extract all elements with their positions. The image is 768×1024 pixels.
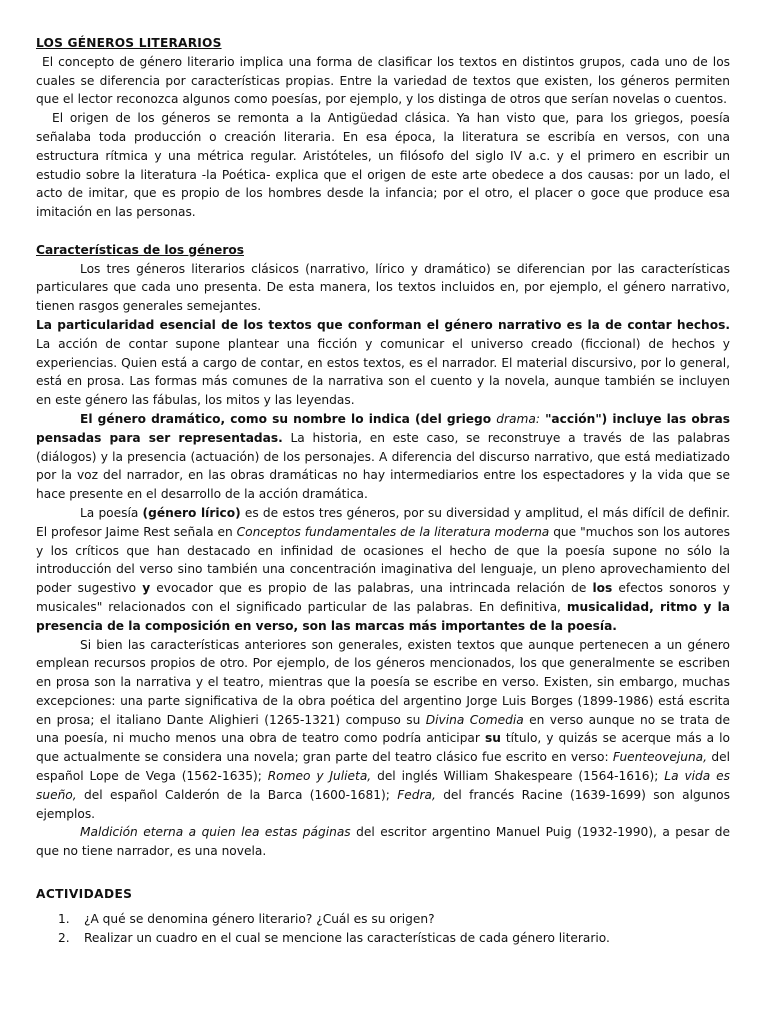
document-body	[36, 34, 730, 947]
section-title: Características de los géneros	[36, 242, 244, 257]
exceptions-text-b: en verso aunque no se trata de una poesía, ni mucho menos una obra de teatro como podría anticipar	[36, 712, 730, 746]
work-divina-comedia: Divina Comedia	[425, 712, 524, 727]
spacer	[36, 861, 730, 885]
work-romeo-y-julieta: Romeo y Julieta,	[267, 769, 372, 784]
poetry-bold-y: y	[142, 581, 151, 596]
exceptions-text-d: del español Lope de Vega (1562-1635);	[36, 750, 730, 784]
document-title: LOS GÉNEROS LITERARIOS	[36, 36, 222, 50]
puig-text: del escritor argentino Manuel Puig (1932-1990), a pesar de que no tiene narrador, es una novela.	[36, 825, 731, 859]
poetry-bold-los: los	[592, 581, 613, 596]
drama-emphasis-1: El género dramático, como su nombre lo indica (del griego	[80, 411, 497, 426]
list-item-text: Realizar un cuadro en el cual se mencione las características de cada género literario.	[84, 930, 610, 945]
drama-text: La historia, en este caso, se reconstruye a través de las palabras (diálogos) y la presencia (actuación) de los personajes. A diferencia del discurso narrativo, que está mediatizado por la voz del narrador, en las obras dramáticas no hay intermediarios entre los espectadores y la vida que se hace presente en el desarrollo de la acción dramática.	[36, 430, 730, 502]
poetry-genre-label: (género lírico)	[142, 505, 241, 520]
work-maldicion-eterna: Maldición eterna a quien lea estas páginas	[80, 825, 351, 840]
poetry-text-a: La poesía	[80, 505, 143, 520]
section-paragraph-3	[36, 410, 730, 504]
section-paragraph-1: Los tres géneros literarios clásicos (narrativo, lírico y dramático) se diferencian por las características particulares que cada uno presenta. De esta manera, los textos incluidos en, por ejemplo, el género narrativo, tienen rasgos generales semejantes.	[36, 261, 730, 314]
poetry-conclusion: musicalidad, ritmo y la presencia de la composición en verso, son las marcas más importantes de la poesía.	[36, 599, 730, 633]
exceptions-text-f: del español Calderón de la Barca (1600-1681);	[76, 787, 398, 802]
list-item-text: ¿A qué se denomina género literario? ¿Cuál es su origen?	[84, 911, 435, 926]
section-paragraph-2	[36, 316, 730, 410]
section-paragraph-4	[36, 504, 730, 636]
narrative-text: La acción de contar supone plantear una ficción y comunicar el universo creado (ficcional) de hechos y experiencias. Quien está a cargo de contar, en estos textos, es el narrador. El material discursivo, por lo general, está en prosa. Las formas más comunes de la narrativa son el cuento y la novela, aunque también se incluyen en este género las fábulas, los mitos y las leyendas.	[36, 336, 730, 408]
book-title-rest: Conceptos fundamentales de la literatura moderna	[236, 524, 550, 539]
drama-greek-word: drama:	[496, 411, 540, 426]
work-fedra: Fedra,	[397, 787, 436, 802]
list-item	[36, 929, 730, 948]
drama-emphasis-2: "acción") incluye las obras pensadas para ser representadas.	[36, 411, 730, 445]
work-la-vida-es-sueno: La vida es sueño,	[36, 769, 730, 802]
narrative-emphasis: La particularidad esencial de los textos que conforman el género narrativo es la de contar hechos.	[36, 317, 730, 332]
list-item-number: 2.	[58, 930, 70, 945]
activities-list	[36, 910, 730, 948]
intro-paragraph-1: El concepto de género literario implica una forma de clasificar los textos en distintos grupos, cada uno de los cuales se diferencia por características propias. Entre la variedad de textos que existen, los géneros permiten que el lector reconozca algunos como poesías, por ejemplo, y los distinga de otros que serían novelas o cuentos.	[36, 54, 730, 107]
activities-title: ACTIVIDADES	[36, 887, 133, 902]
exceptions-bold-su: su	[484, 731, 501, 746]
section-paragraph-6	[36, 823, 730, 861]
poetry-text-d: evocador que es propio de las palabras, una intrincada relación de	[150, 581, 593, 596]
poetry-text-c: que "muchos son los autores y los críticos que han destacado en infinidad de ocasiones el hecho de que la poesía supone no sólo la introducción del verso sino también una concentración imaginativa del lenguaje, un pleno aprovechamiento del poder sugestivo	[36, 524, 730, 596]
poetry-text-e: efectos sonoros y musicales" relacionados con el significado particular de las palabras. En definitiva,	[36, 581, 730, 614]
exceptions-text-c: título, y quizás se acerque más a lo que actualmente se considera una novela; gran parte del teatro clásico fue escrito en verso:	[36, 731, 730, 765]
list-item	[36, 910, 730, 929]
poetry-text-b: es de estos tres géneros, por su diversidad y amplitud, el más difícil de definir. El profesor Jaime Rest señala en	[36, 505, 731, 539]
exceptions-text-e: del inglés William Shakespeare (1564-1616);	[371, 769, 665, 784]
list-item-number: 1.	[58, 911, 70, 926]
work-fuenteovejuna: Fuenteovejuna,	[612, 750, 708, 765]
exceptions-text-a: Si bien las características anteriores son generales, existen textos que aunque pertenecen a un género emplean recursos propios de otro. Por ejemplo, de los géneros mencionados, los que generalmente se escriben en prosa son la narrativa y el teatro, mientras que la poesía se escribe en verso. Existen, sin embargo, muchas excepciones: una parte significativa de la obra poética del argentino Jorge Luis Borges (1899-1986) está escrita en prosa; el italiano Dante Alighieri (1265-1321) compuso su	[36, 637, 730, 727]
section-paragraph-5	[36, 636, 730, 824]
exceptions-text-g: del francés Racine (1639-1699) son algunos ejemplos.	[36, 787, 730, 821]
spacer	[36, 222, 730, 241]
intro-paragraph-2: El origen de los géneros se remonta a la Antigüedad clásica. Ya han visto que, para los griegos, poesía señalaba toda producción o creación literaria. En esa época, la literatura se escribía en versos, con una estructura rítmica y una métrica regular. Aristóteles, un filósofo del siglo IV a.c. y el primero en escribir un estudio sobre la literatura -la Poética- explica que el origen de este arte obedece a dos causas: por un lado, el acto de imitar, que es propio de los hombres desde la infancia; por el otro, el placer o goce que produce esa imitación en las personas.	[36, 111, 730, 220]
